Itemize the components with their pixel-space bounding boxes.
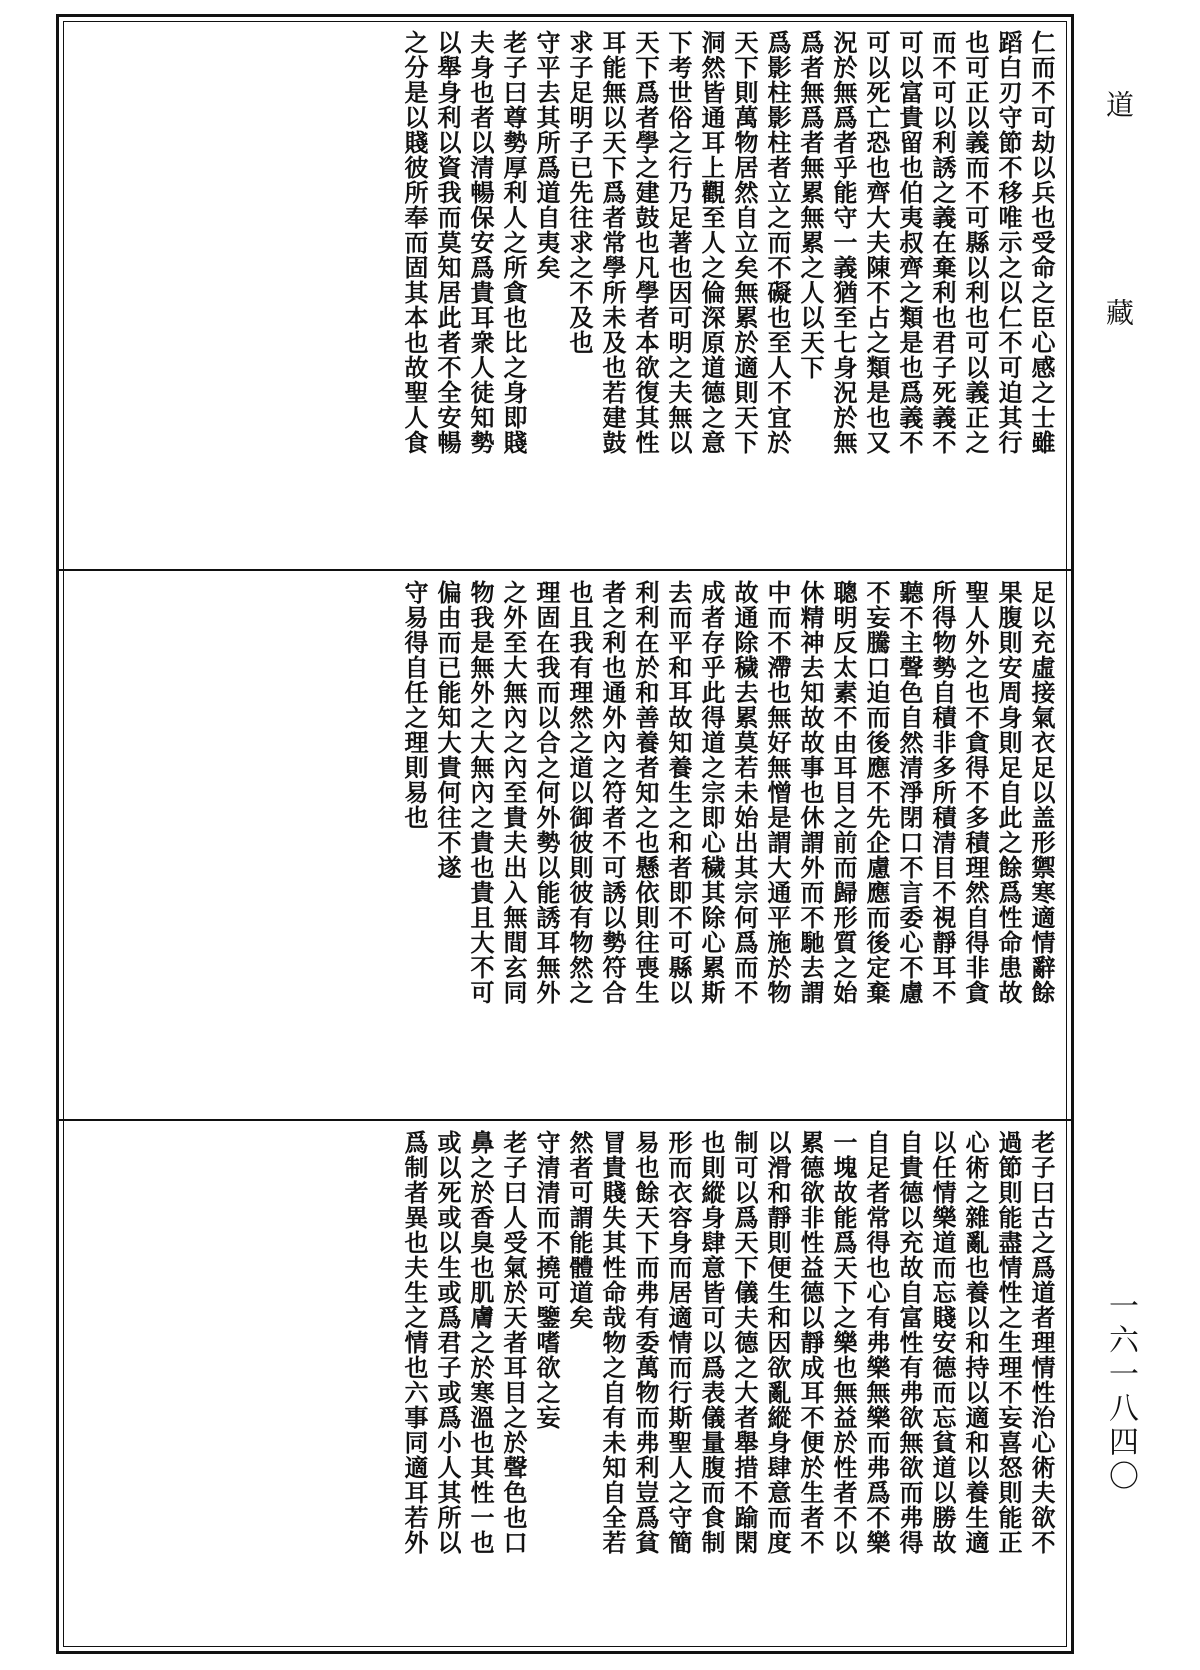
text-column: 偏由而已能知大貴何往不遂	[433, 580, 462, 880]
text-column: 也可正以義而不可縣以利也可以義正之	[961, 30, 990, 455]
text-column: 冒貴賤失其性命哉物之自有未知自全若	[598, 1130, 627, 1555]
text-column: 物我是無外之大無內之貴也貴且大不可	[466, 580, 495, 1005]
text-column: 易也餘天下而弗有委萬物而弗利豈爲貧	[631, 1130, 660, 1555]
text-column: 心術之雜亂也養以和持以適和以養生適	[961, 1130, 990, 1555]
text-column: 然者可謂能體道矣	[565, 1130, 594, 1330]
text-column: 而不可以利誘之義在棄利也君子死義不	[928, 30, 957, 455]
text-column: 故通除穢去累莫若未始出其宗何爲而不	[730, 580, 759, 1005]
text-column: 聖人外之也不貪得不多積理然自得非貪	[961, 580, 990, 1005]
text-column: 也則縱身肆意皆可以爲表儀量腹而食制	[697, 1130, 726, 1555]
text-column: 耳能無以天下爲者常學所未及也若建鼓	[598, 30, 627, 455]
text-column: 成者存乎此得道之宗即心穢其除心累斯	[697, 580, 726, 1005]
text-panel-middle	[62, 572, 1068, 1119]
section-divider-1	[59, 569, 1071, 571]
text-column: 求子足明子已先往求之不及也	[565, 30, 594, 355]
text-column: 果腹則安周身則足自此之餘爲性命患故	[994, 580, 1023, 1005]
page-frame	[56, 14, 1074, 1654]
text-panel-top	[62, 22, 1068, 569]
text-column: 蹈白刃守節不移唯示之以仁不可迫其行	[994, 30, 1023, 455]
text-column: 以舉身利以資我而莫知居此者不全安暢	[433, 30, 462, 455]
text-column: 利利在於和善養者知之也懸依則往喪生	[631, 580, 660, 1005]
text-column: 也且我有理然之道以御彼則彼有物然之	[565, 580, 594, 1005]
text-column: 聰明反太素不由耳目之前而歸形質之始	[829, 580, 858, 1005]
text-column: 守清清而不撓可鑒嗜欲之妄	[532, 1130, 561, 1430]
text-column: 天下爲者學之建鼓也凡學者本欲復其性	[631, 30, 660, 455]
text-column: 守易得自任之理則易也	[400, 580, 429, 830]
text-column: 自貴德以充故自富性有弗欲無欲而弗得	[895, 1130, 924, 1555]
text-column: 過節則能盡情性之生理不妄喜怒則能正	[994, 1130, 1023, 1555]
text-column: 所得物勢自積非多所積清目不視靜耳不	[928, 580, 957, 1005]
text-column: 自足者常得也心有弗樂無樂而弗爲不樂	[862, 1130, 891, 1555]
text-column: 老子曰古之爲道者理情性治心術夫欲不	[1027, 1130, 1056, 1555]
text-column: 守平去其所爲道自夷矣	[532, 30, 561, 280]
text-column: 足以充虛接氣衣足以盖形禦寒適情辭餘	[1027, 580, 1056, 1005]
section-divider-2	[59, 1119, 1071, 1121]
text-panel-bottom	[62, 1122, 1068, 1649]
text-column: 老子曰尊勢厚利人之所貪也比之身即賤	[499, 30, 528, 455]
text-column: 者之利也通外內之符者不可誘以勢符合	[598, 580, 627, 1005]
text-column: 爲制者異也夫生之情也六事同適耳若外	[400, 1130, 429, 1555]
text-column: 爲者無爲者無累無累之人以天下	[796, 30, 825, 380]
text-column: 可以死亡恐也齊大夫陳不占之類是也又	[862, 30, 891, 455]
text-column: 去而平和耳故知養生之和者即不可縣以	[664, 580, 693, 1005]
text-column: 一塊故能爲天下之樂也無益於性者不以	[829, 1130, 858, 1555]
text-column: 以滑和靜則便生和因欲亂縱身肆意而度	[763, 1130, 792, 1555]
book-title: 道藏	[1102, 90, 1135, 506]
column-group-bottom	[72, 1130, 1058, 1641]
text-column: 下考世俗之行乃足著也因可明之夫無以	[664, 30, 693, 455]
text-column: 制可以爲天下儀夫德之大者舉措不踰閑	[730, 1130, 759, 1555]
text-column: 夫身也者以清暢保安爲貴耳衆人徒知勢	[466, 30, 495, 455]
text-column: 累德欲非性益德以靜成耳不便於生者不	[796, 1130, 825, 1555]
text-column: 不妄騰口迫而後應不先企慮應而後定棄	[862, 580, 891, 1005]
text-column: 洞然皆通耳上觀至人之倫深原道德之意	[697, 30, 726, 455]
text-column: 中而不滯也無好無憎是謂大通平施於物	[763, 580, 792, 1005]
text-column: 仁而不可劫以兵也受命之臣心感之士雖	[1027, 30, 1056, 455]
text-column: 鼻之於香臭也肌膚之於寒溫也其性一也	[466, 1130, 495, 1555]
text-column: 聽不主聲色自然清淨閉口不言委心不慮	[895, 580, 924, 1005]
text-column: 之外至大無內之內至貴夫出入無間玄同	[499, 580, 528, 1005]
text-column: 理固在我而以合之何外勢以能誘耳無外	[532, 580, 561, 1005]
text-column: 或以死或以生或爲君子或爲小人其所以	[433, 1130, 462, 1555]
text-column: 形而衣容身而居適情而行斯聖人之守簡	[664, 1130, 693, 1555]
text-column: 可以富貴留也伯夷叔齊之類是也爲義不	[895, 30, 924, 455]
text-column: 之分是以賤彼所奉而固其本也故聖人食	[400, 30, 429, 455]
text-column: 休精神去知故故事也休謂外而不馳去謂	[796, 580, 825, 1005]
text-column: 況於無爲者乎能守一義猶至七身況於無	[829, 30, 858, 455]
text-column: 爲影柱影柱者立之而不礙也至人不宜於	[763, 30, 792, 455]
text-column: 天下則萬物居然自立矣無累於適則天下	[730, 30, 759, 455]
text-column: 老子曰人受氣於天者耳目之於聲色也口	[499, 1130, 528, 1555]
page-number: 一六一八四〇	[1103, 1290, 1138, 1494]
column-group-top	[72, 30, 1058, 561]
text-column: 以任情樂道而忘賤安德而忘貧道以勝故	[928, 1130, 957, 1555]
column-group-middle	[72, 580, 1058, 1111]
